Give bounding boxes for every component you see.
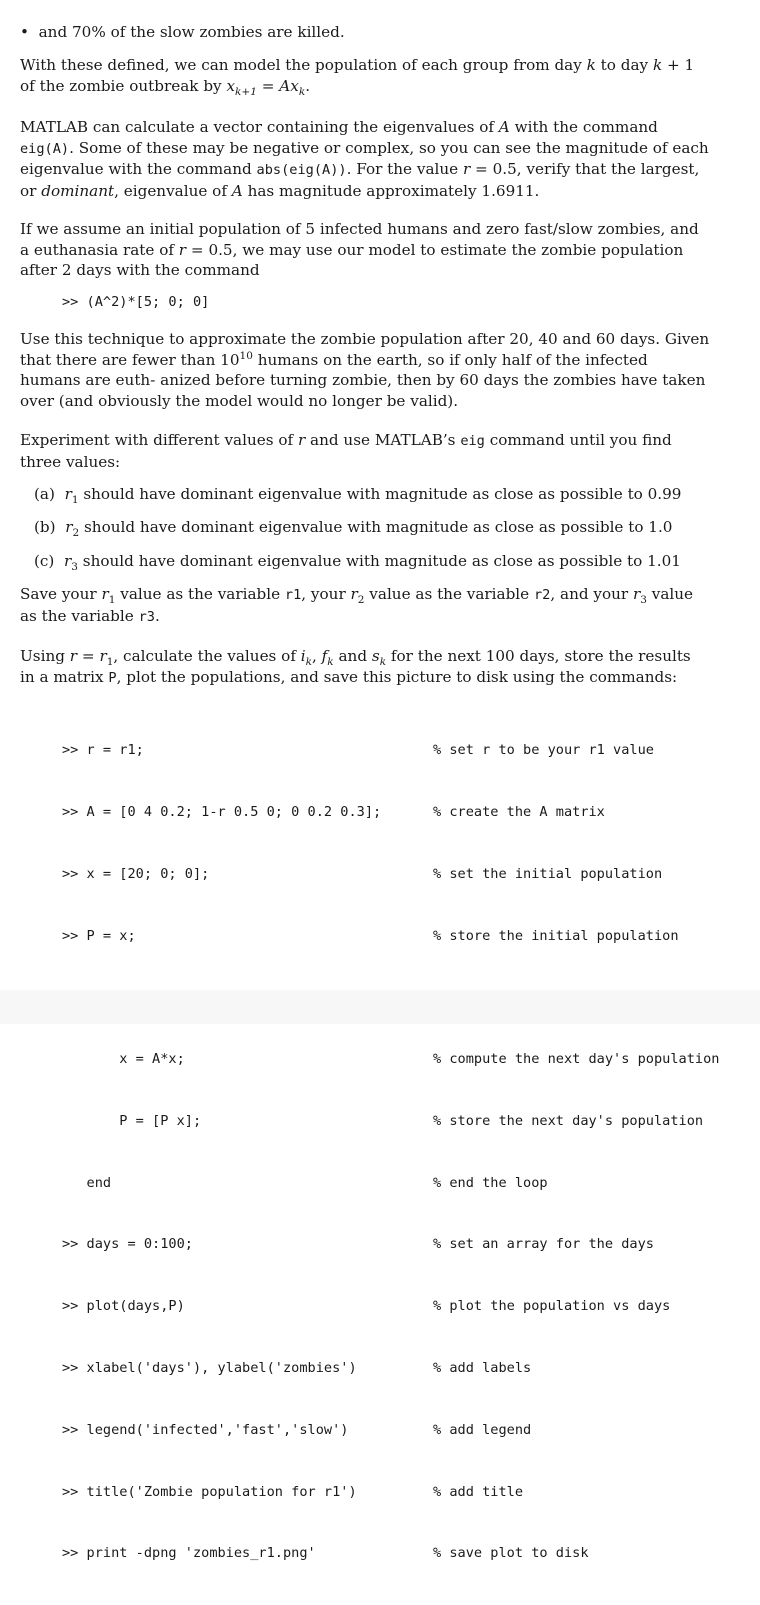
- paragraph-approximate: Use this technique to approximate the zombie population after 20, 40 and 60 days. Given that there are fewer than $10^{10}$ humans on the earth, so if only half of the infected humans are euth- anized before turning zombie, then by 60 days the zombies have taken over (and obviously the model would no longer be valid).: [20, 330, 710, 410]
- code-line: >> xlabel('days'), ylabel('zombies'): [62, 1360, 357, 1376]
- code-comment: % store the next day's population: [433, 1112, 704, 1129]
- list-item: (b) $r_2$ should have dominant eigenvalue with magnitude as close as possible to 1.0: [34, 518, 673, 540]
- code-comment: % end the loop: [433, 1174, 548, 1191]
- code-line: >> legend('infected','fast','slow'): [62, 1421, 349, 1438]
- code-comment: % add labels: [433, 1360, 532, 1376]
- paragraph-model: With these defined, we can model the population of each group from day k to day k + 1 of the zombie outbreak by $x_{k+1} = Ax_k$.: [20, 56, 695, 98]
- code-line: >> P = x;: [62, 927, 136, 944]
- page-bottom-band: [0, 990, 760, 1024]
- code-line: x = A*x;: [62, 1051, 185, 1068]
- bullet-item: [20, 22, 345, 43]
- paragraph-initial-population: If we assume an initial population of 5 infected humans and zero fast/slow zombies, and a euthanasia rate of r = 0.5, we may use our model to estimate the zombie population after 2 days with the command: [20, 220, 699, 280]
- code-line: >> title('Zombie population for r1'): [62, 1483, 357, 1500]
- code-comment: % create the A matrix: [433, 803, 605, 820]
- code-comment: % save plot to disk: [433, 1545, 589, 1562]
- paragraph-eigenvalues: MATLAB can calculate a vector containing the eigenvalues of A with the command eig(A). Some of these may be negative or complex, so you can see the magnitude of each eigenvalue with the command abs(eig(A)). For the value r = 0.5, verify that the largest, or dominant, eigenvalue of A has magnitude approximately 1.6911.: [20, 118, 709, 200]
- command-eig-inline: eig: [460, 433, 485, 449]
- code-comment: % set r to be your r1 value: [433, 742, 654, 759]
- code-comments: [433, 699, 719, 1605]
- paragraph-save-variables: Save your $r_1$ value as the variable r1, your $r_2$ value as the variable r2, and your $r_3$ value as the variable r3.: [20, 585, 694, 625]
- list-item: (c) $r_3$ should have dominant eigenvalue with magnitude as close as possible to 1.01: [34, 552, 681, 574]
- command-eig: eig(A): [20, 140, 70, 157]
- command-abs-eig: abs(eig(A)): [256, 162, 347, 179]
- code-comment: % add legend: [433, 1421, 532, 1438]
- code-comment: % plot the population vs days: [433, 1298, 671, 1315]
- code-line: >> print -dpng 'zombies_r1.png': [62, 1545, 316, 1562]
- code-example-a-squared: >> (A^2)*[5; 0; 0]: [62, 294, 210, 310]
- code-line: end: [62, 1174, 112, 1191]
- code-line: P = [P x];: [62, 1112, 202, 1129]
- code-comment: % add title: [433, 1483, 524, 1500]
- code-comment: % set the initial population: [433, 865, 663, 882]
- bullet-symbol: •: [20, 23, 29, 41]
- code-line: >> r = r1;: [62, 742, 144, 759]
- code-comment: % compute the next day's population: [433, 1051, 720, 1068]
- paragraph-experiment: Experiment with different values of r and use MATLAB’s eig command until you find three values:: [20, 431, 672, 471]
- code-comment: % store the initial population: [433, 927, 679, 944]
- code-line: >> plot(days,P): [62, 1298, 185, 1315]
- paragraph-using-r1: Using $r = r_1$, calculate the values of $i_k$, $f_k$ and $s_k$ for the next 100 days, store the results in a matrix P, plot the populations, and save this picture to disk using the commands:: [20, 647, 691, 686]
- code-comment: % set an array for the days: [433, 1236, 654, 1253]
- code-line: >> x = [20; 0; 0];: [62, 865, 210, 882]
- code-block-commands: [62, 699, 381, 1605]
- list-item: (a) $r_1$ should have dominant eigenvalue with magnitude as close as possible to 0.99: [34, 485, 682, 507]
- code-line: >> A = [0 4 0.2; 1-r 0.5 0; 0 0.2 0.3];: [62, 803, 382, 820]
- code-line: >> days = 0:100;: [62, 1236, 193, 1253]
- bullet-text: and 70% of the slow zombies are killed.: [38, 23, 345, 41]
